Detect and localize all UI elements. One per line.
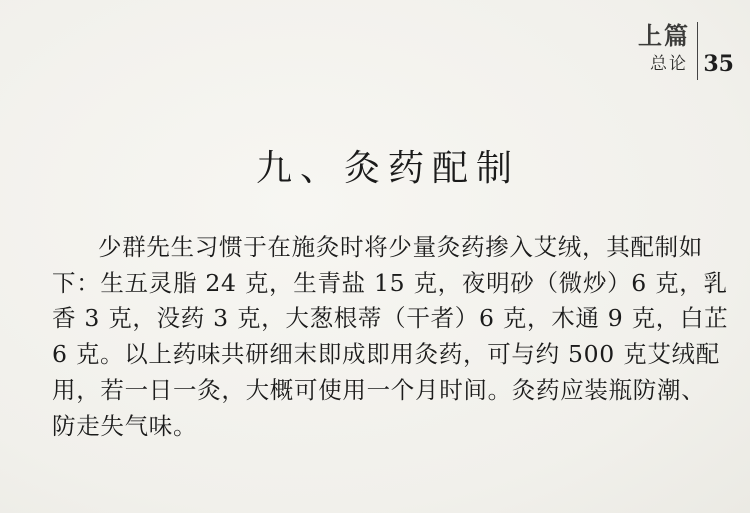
chapter-heading: 九、灸药配制 [255, 148, 520, 189]
paragraph-line: 香 3 克，没药 3 克，大葱根蒂（干者）6 克，木通 9 克，白芷 [52, 304, 729, 333]
paragraph-line: 6 克。以上药味共研细末即成即用灸药，可与约 500 克艾绒配 [52, 340, 720, 369]
paragraph-line: 防走失气味。 [52, 411, 198, 440]
running-header [610, 0, 750, 80]
paragraph-line: 下：生五灵脂 24 克，生青盐 15 克，夜明砂（微炒）6 克，乳 [52, 268, 728, 297]
paragraph-line: 少群先生习惯于在施灸时将少量灸药掺入艾绒，其配制如 [98, 233, 703, 261]
page-number: 35 [703, 51, 734, 77]
header-divider [697, 22, 698, 80]
paragraph-line: 用，若一日一灸，大概可使用一个月时间。灸药应装瓶防潮、 [52, 375, 706, 404]
part-title: 上篇 [638, 22, 690, 50]
body-paragraph [52, 230, 729, 444]
section-title: 总论 [650, 54, 688, 74]
